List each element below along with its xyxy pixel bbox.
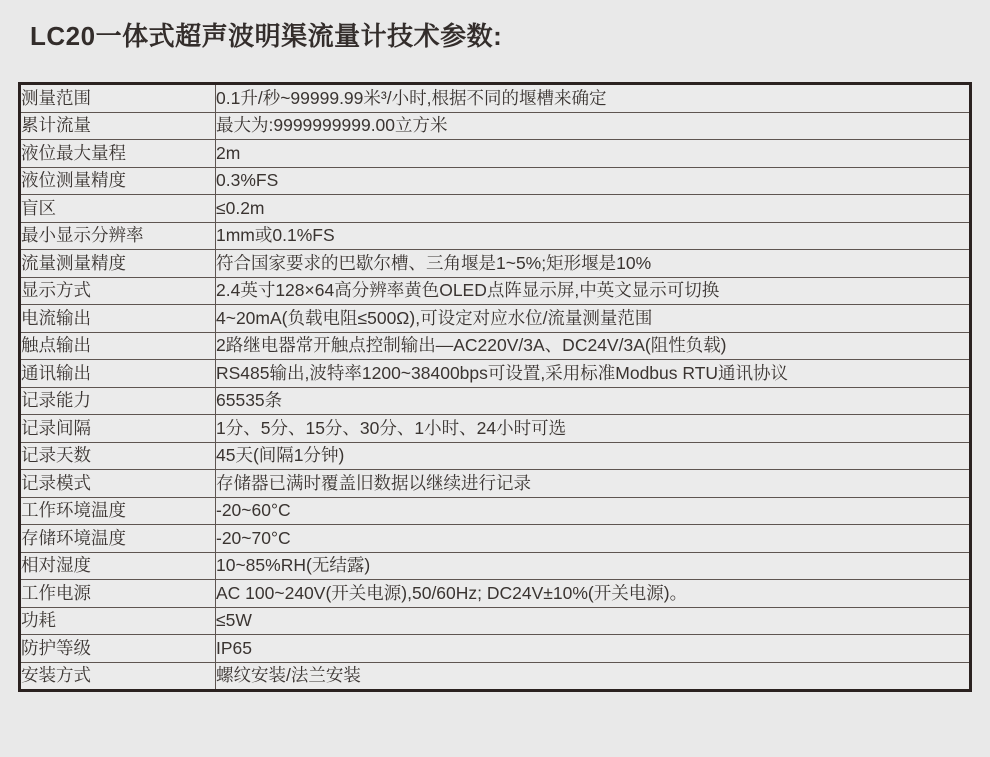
spec-row <box>20 662 971 691</box>
spec-value: ≤5W <box>216 607 971 635</box>
spec-row <box>20 167 971 195</box>
spec-label: 最小显示分辨率 <box>20 222 216 250</box>
spec-label: 测量范围 <box>20 84 216 113</box>
spec-row <box>20 552 971 580</box>
spec-label: 记录间隔 <box>20 415 216 443</box>
spec-label: 存储环境温度 <box>20 525 216 553</box>
spec-value: 1mm或0.1%FS <box>216 222 971 250</box>
spec-value: ≤0.2m <box>216 195 971 223</box>
spec-label: 防护等级 <box>20 635 216 663</box>
spec-row <box>20 415 971 443</box>
spec-value: -20~70°C <box>216 525 971 553</box>
spec-row <box>20 222 971 250</box>
spec-label: 盲区 <box>20 195 216 223</box>
spec-value: 2.4英寸128×64高分辨率黄色OLED点阵显示屏,中英文显示可切换 <box>216 277 971 305</box>
spec-value: 65535条 <box>216 387 971 415</box>
spec-table <box>18 82 972 692</box>
spec-value: 符合国家要求的巴歇尔槽、三角堰是1~5%;矩形堰是10% <box>216 250 971 278</box>
spec-row <box>20 112 971 140</box>
spec-value: 2路继电器常开触点控制输出—AC220V/3A、DC24V/3A(阻性负载) <box>216 332 971 360</box>
spec-value: 最大为:9999999999.00立方米 <box>216 112 971 140</box>
spec-row <box>20 387 971 415</box>
page-title: LC20一体式超声波明渠流量计技术参数: <box>30 21 503 51</box>
spec-label: 功耗 <box>20 607 216 635</box>
spec-value: 1分、5分、15分、30分、1小时、24小时可选 <box>216 415 971 443</box>
spec-value: IP65 <box>216 635 971 663</box>
spec-row <box>20 332 971 360</box>
spec-label: 累计流量 <box>20 112 216 140</box>
spec-row <box>20 305 971 333</box>
spec-row <box>20 277 971 305</box>
spec-value: 0.3%FS <box>216 167 971 195</box>
spec-label: 记录模式 <box>20 470 216 498</box>
spec-label: 流量测量精度 <box>20 250 216 278</box>
spec-label: 液位最大量程 <box>20 140 216 168</box>
spec-label: 显示方式 <box>20 277 216 305</box>
spec-row <box>20 442 971 470</box>
spec-row <box>20 580 971 608</box>
spec-label: 安装方式 <box>20 662 216 691</box>
spec-value: 10~85%RH(无结露) <box>216 552 971 580</box>
spec-row <box>20 195 971 223</box>
spec-row <box>20 250 971 278</box>
spec-label: 通讯输出 <box>20 360 216 388</box>
spec-label: 记录天数 <box>20 442 216 470</box>
spec-label: 工作环境温度 <box>20 497 216 525</box>
spec-row <box>20 84 971 113</box>
spec-row <box>20 360 971 388</box>
spec-value: AC 100~240V(开关电源),50/60Hz; DC24V±10%(开关电源)。 <box>216 580 971 608</box>
spec-value: -20~60°C <box>216 497 971 525</box>
spec-label: 电流输出 <box>20 305 216 333</box>
spec-label: 相对湿度 <box>20 552 216 580</box>
spec-label: 工作电源 <box>20 580 216 608</box>
spec-value: 存储器已满时覆盖旧数据以继续进行记录 <box>216 470 971 498</box>
spec-table-body <box>20 84 971 691</box>
spec-label: 记录能力 <box>20 387 216 415</box>
spec-label: 触点输出 <box>20 332 216 360</box>
spec-label: 液位测量精度 <box>20 167 216 195</box>
spec-row <box>20 635 971 663</box>
spec-value: 45天(间隔1分钟) <box>216 442 971 470</box>
spec-value: 4~20mA(负载电阻≤500Ω),可设定对应水位/流量测量范围 <box>216 305 971 333</box>
spec-row <box>20 525 971 553</box>
spec-value: RS485输出,波特率1200~38400bps可设置,采用标准Modbus RTU通讯协议 <box>216 360 971 388</box>
spec-row <box>20 470 971 498</box>
spec-value: 螺纹安装/法兰安装 <box>216 662 971 691</box>
spec-row <box>20 140 971 168</box>
spec-value: 0.1升/秒~99999.99米³/小时,根据不同的堰槽来确定 <box>216 84 971 113</box>
spec-row <box>20 497 971 525</box>
spec-value: 2m <box>216 140 971 168</box>
spec-row <box>20 607 971 635</box>
